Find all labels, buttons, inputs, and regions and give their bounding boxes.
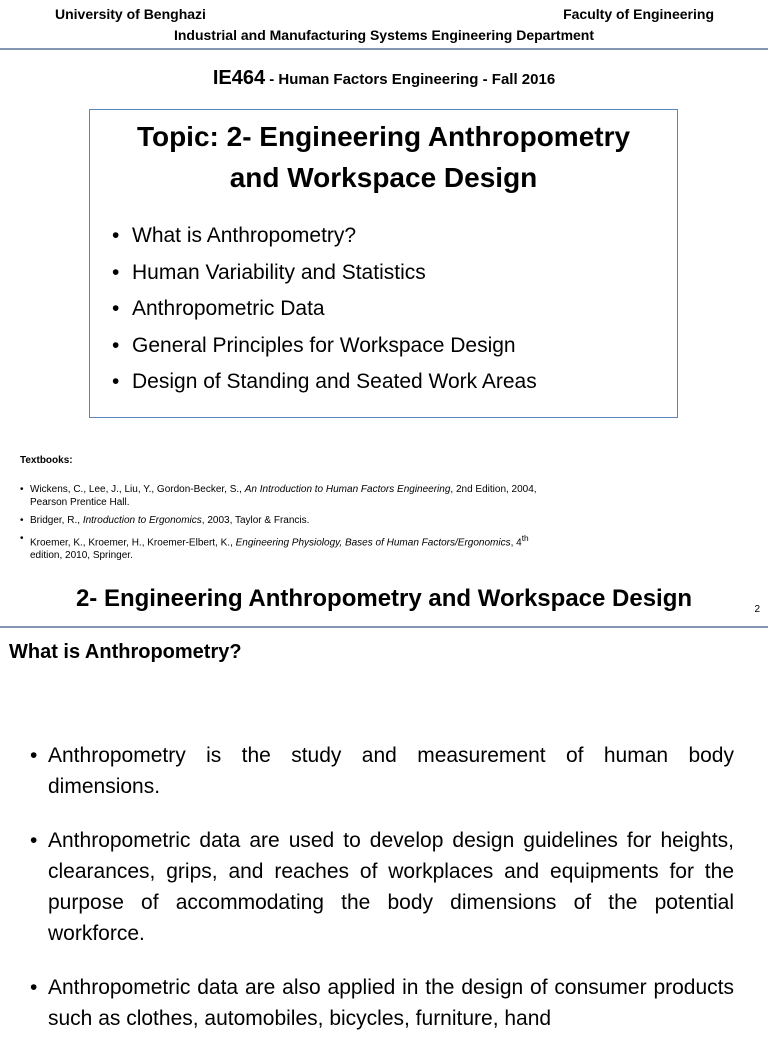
bullet-item: • Anthropometric data are also applied in the design of consumer products such as clothes, automobiles, bicycles, furniture, hand — [30, 972, 734, 1035]
bullet-item: • Anthropometry is the study and measurement of human body dimensions. — [30, 740, 734, 803]
ref-title: Engineering Physiology, Bases of Human Factors/Ergonomics — [235, 537, 511, 549]
department-name: Industrial and Manufacturing Systems Engineering Department — [173, 27, 595, 43]
header-rule — [0, 48, 768, 50]
bullet-list — [30, 740, 734, 1056]
textbook-list — [20, 483, 540, 567]
textbook-ref — [20, 483, 540, 509]
ref-rest: edition, 2010, Springer. — [30, 550, 133, 562]
course-line — [0, 67, 768, 90]
slide-2 — [0, 628, 768, 1031]
topic-item: • Design of Standing and Seated Work Areas — [112, 364, 537, 401]
ref-authors: Kroemer, K., Kroemer, H., Kroemer-Elbert, K., — [30, 537, 236, 549]
topic-list — [112, 218, 537, 401]
slide-number: 2 — [754, 604, 760, 615]
ref-rest: , 2003, Taylor & Francis. — [201, 515, 310, 526]
course-code: IE464 — [212, 67, 266, 89]
topic-item: • Human Variability and Statistics — [112, 255, 537, 292]
ref-edition: , 4 — [510, 537, 522, 549]
ref-authors: Wickens, C., Lee, J., Liu, Y., Gordon-Becker, S., — [30, 484, 245, 495]
topic-box — [89, 109, 678, 418]
slide-2-title: 2- Engineering Anthropometry and Workspace Design — [75, 585, 693, 612]
topic-title — [90, 116, 677, 198]
topic-title-line-1: Topic: 2- Engineering Anthropometry — [136, 121, 631, 152]
ref-authors: Bridger, R., — [30, 515, 83, 526]
textbook-ref — [20, 514, 540, 527]
topic-item: • What is Anthropometry? — [112, 218, 537, 255]
course-details: - Human Factors Engineering - Fall 2016 — [265, 71, 556, 88]
ref-title: Introduction to Ergonomics — [82, 515, 202, 526]
textbook-ref — [20, 532, 540, 562]
topic-title-line-2: and Workspace Design — [229, 162, 538, 193]
university-name: University of Benghazi — [55, 6, 206, 22]
topic-item: • General Principles for Workspace Design — [112, 328, 537, 365]
ref-title: An Introduction to Human Factors Engineering — [244, 484, 451, 495]
faculty-name: Faculty of Engineering — [563, 6, 714, 22]
bullet-item: • Anthropometric data are used to develop design guidelines for heights, clearances, grips, and reaches of workplaces and equipments for the purpose of accommodating the body dimensions of the potential workforce. — [30, 825, 734, 950]
textbooks-heading: Textbooks: — [20, 455, 73, 466]
ref-rest: , 2nd Edition, 2004, Pearson Prentice Hall. — [30, 484, 537, 508]
ref-edition-sup: th — [521, 533, 529, 543]
section-heading: What is Anthropometry? — [9, 641, 242, 663]
topic-item: • Anthropometric Data — [112, 291, 537, 328]
